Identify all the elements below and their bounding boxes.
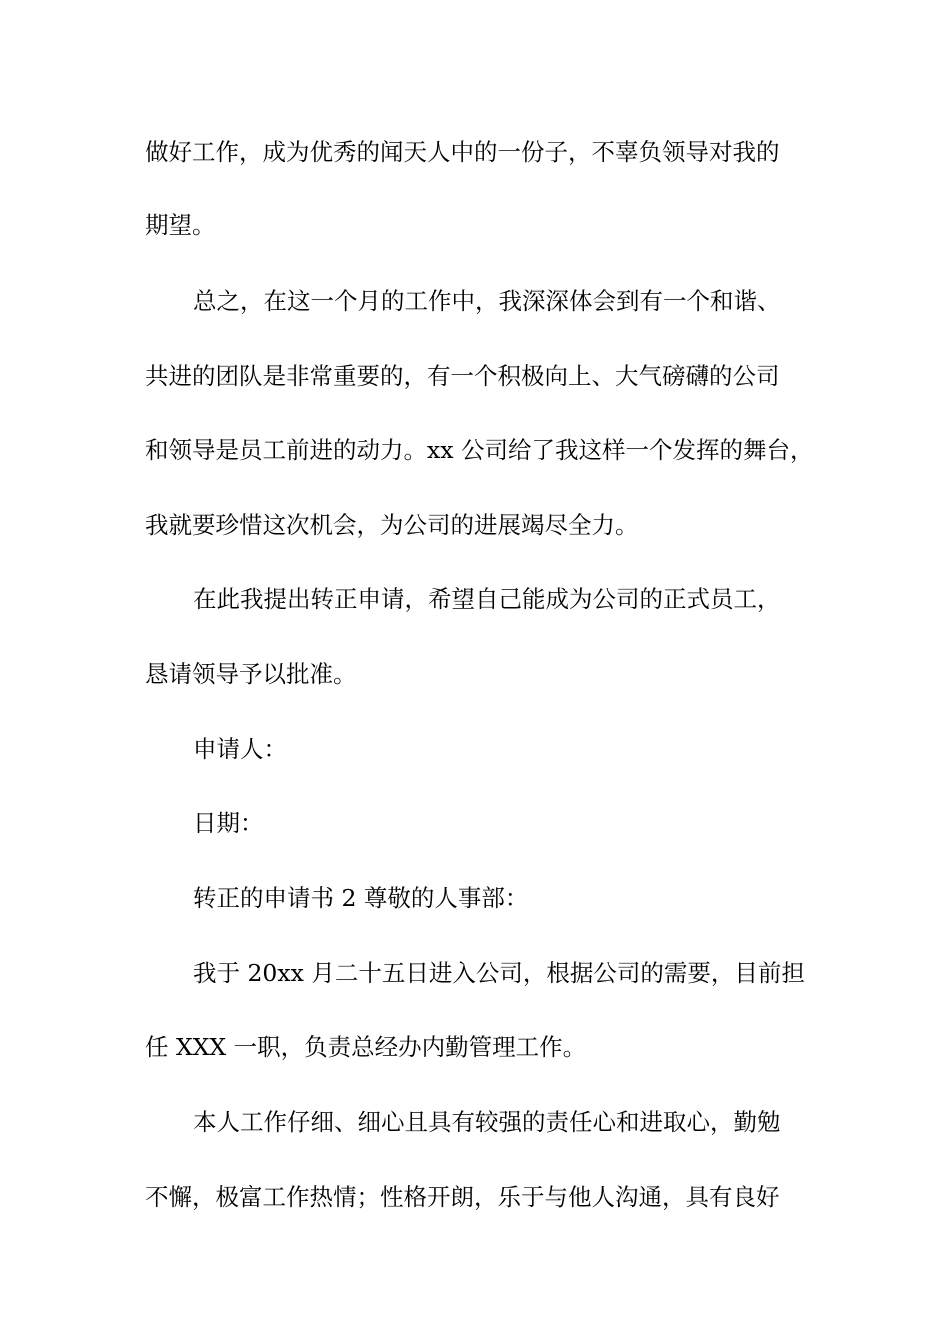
text-line-9: 申请人： [193, 735, 287, 763]
text-line-11: 转正的申请书 2 尊敬的人事部： [193, 884, 529, 912]
text-line-4: 共进的团队是非常重要的，有一个积极向上、大气磅礴的公司 [145, 362, 780, 390]
text-line-10: 日期： [193, 809, 264, 837]
text-line-14: 本人工作仔细、细心且具有较强的责任心和进取心，勤勉 [193, 1108, 781, 1136]
text-line-6: 我就要珍惜这次机会，为公司的进展竭尽全力。 [145, 511, 639, 539]
text-line-3: 总之，在这一个月的工作中，我深深体会到有一个和谐、 [193, 287, 781, 315]
text-line-13: 任 XXX 一职，负责总经办内勤管理工作。 [145, 1033, 587, 1061]
text-line-7: 在此我提出转正申请，希望自己能成为公司的正式员工， [193, 585, 781, 613]
text-line-2: 期望。 [145, 211, 216, 239]
text-line-8: 恳请领导予以批准。 [145, 660, 357, 688]
text-line-5: 和领导是员工前进的动力。xx 公司给了我这样一个发挥的舞台， [145, 436, 814, 464]
text-line-1: 做好工作，成为优秀的闻天人中的一份子，不辜负领导对我的 [145, 138, 780, 166]
text-line-12: 我于 20xx 月二十五日进入公司，根据公司的需要，目前担 [193, 959, 805, 987]
text-line-15: 不懈，极富工作热情；性格开朗，乐于与他人沟通，具有良好 [145, 1183, 780, 1211]
